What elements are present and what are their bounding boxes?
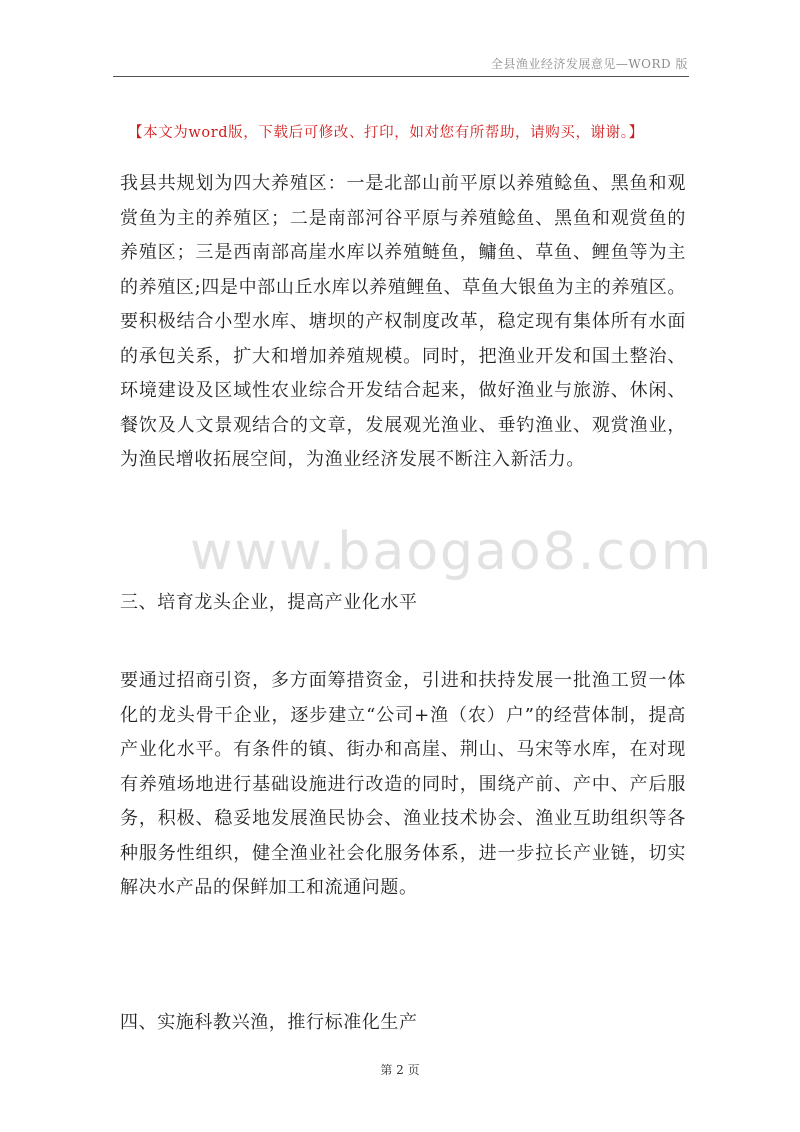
section-heading-4: 四、实施科教兴渔，推行标准化生产 <box>120 1012 418 1033</box>
download-notice: 【本文为word版，下载后可修改、打印，如对您有所帮助，请购买，谢谢。】 <box>128 125 644 141</box>
running-header: 全县渔业经济发展意见—WORD 版 <box>490 57 688 71</box>
page-number: 第 2 页 <box>380 1063 420 1077</box>
section-heading-3: 三、培育龙头企业，提高产业化水平 <box>120 592 418 613</box>
body-paragraph-1: 我县共规划为四大养殖区：一是北部山前平原以养殖鲶鱼、黑鱼和观赏鱼为主的养殖区；二是南部河谷平原与养殖鲶鱼、黑鱼和观赏鱼的养殖区；三是西南部高崖水库以养殖鲢鱼，鳙鱼、草鱼、鲤鱼等为主的养殖区;四是中部山丘水库以养殖鲤鱼、草鱼大银鱼为主的养殖区。要积极结合小型水库、塘坝的产权制度改革，稳定现有集体所有水面的承包关系，扩大和增加养殖规模。同时，把渔业开发和国土整治、环境建设及区域性农业综合开发结合起来，做好渔业与旅游、休闲、餐饮及人文景观结合的文章，发展观光渔业、垂钓渔业、观赏渔业，为渔民增收拓展空间，为渔业经济发展不断注入新活力。 <box>120 173 686 470</box>
header-divider <box>113 76 689 77</box>
watermark: www.baogao8.com <box>190 522 714 582</box>
body-paragraph-2: 要通过招商引资，多方面筹措资金，引进和扶持发展一批渔工贸一体化的龙头骨干企业，逐步建立“公司+渔（农）户”的经营体制，提高产业化水平。有条件的镇、街办和高崖、荆山、马宋等水库，在对现有养殖场地进行基础设施进行改造的同时，围绕产前、产中、产后服务，积极、稳妥地发展渔民协会、渔业技术协会、渔业互助组织等各种服务性组织，健全渔业社会化服务体系，进一步拉长产业链，切实解决水产品的保鲜加工和流通问题。 <box>120 670 686 898</box>
